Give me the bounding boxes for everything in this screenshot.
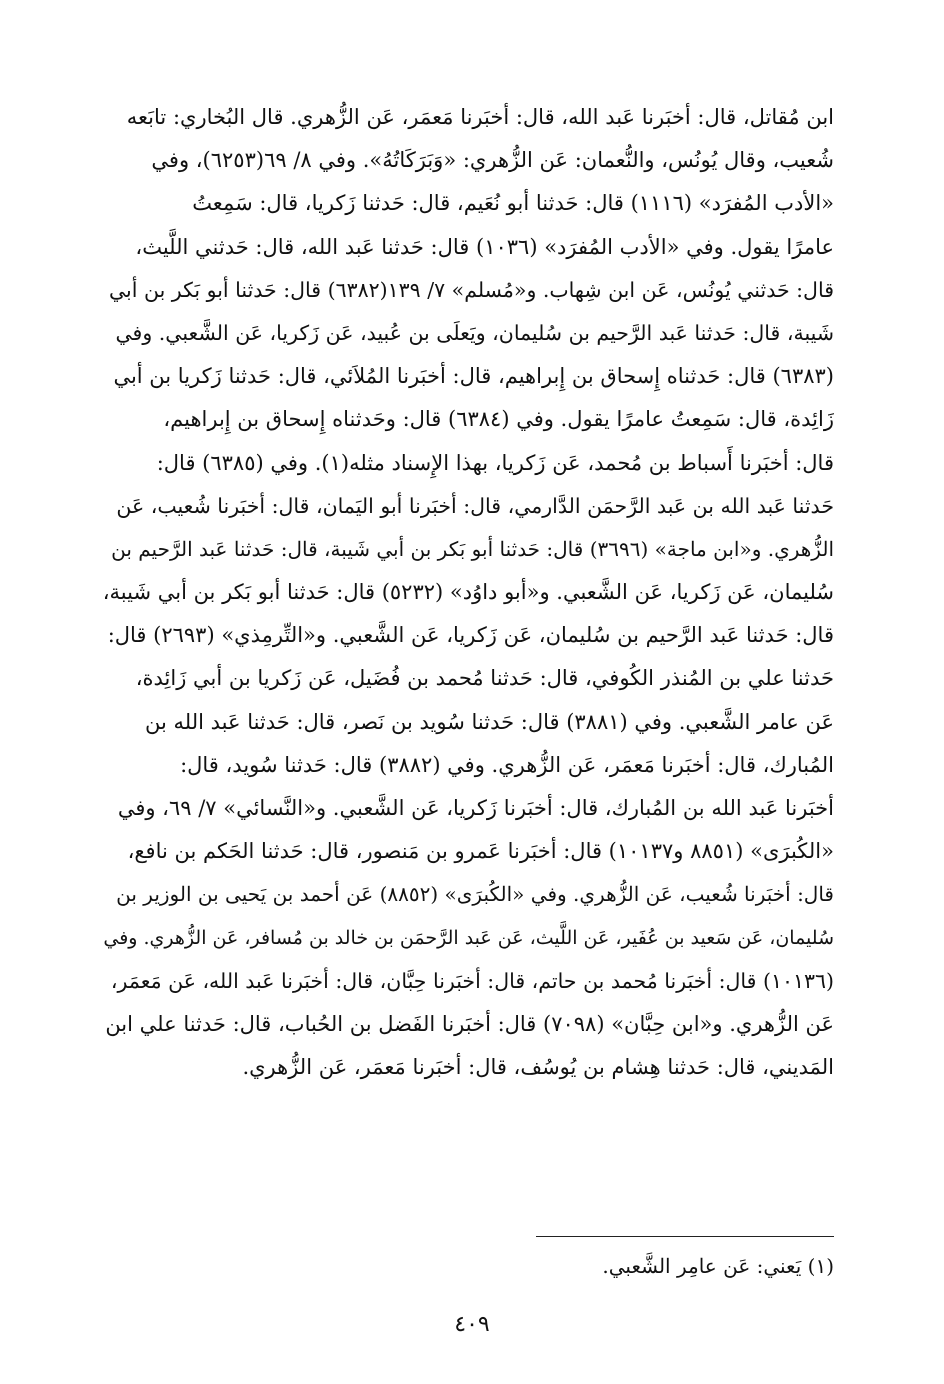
text-line: (١٠١٣٦) قال: أخبَرنا مُحمد بن حاتم، قال: أخبَرنا حِبَّان، قال: أخبَرنا عَبد الله، عَن مَعمَر، — [110, 968, 834, 993]
text-line: قال: حَدثنا عَبد الرَّحيم بن سُليمان، عَن زَكريا، عَن الشَّعبي. و«التِّرمِذي» (٢٦٩٣) قال: — [107, 623, 834, 648]
text-line: المُبارك، قال: أخبَرنا مَعمَر، عَن الزُّهري. وفي (٣٨٨٢) قال: حَدثنا سُويد، قال: — [180, 752, 834, 777]
text-line: شُعيب، وقال يُونُس، والنُّعمان: عَن الزُّهري: «وَبَرَكَاتُهُ». وفي ٨/ ٦٩(٦٢٥٣)، وفي — [151, 148, 834, 173]
text-line: حَدثنا عَبد الله بن عَبد الرَّحمَن الدَّارمي، قال: أخبَرنا أبو اليَمان، قال: أخبَرنا شُعيب، عَن — [116, 493, 834, 518]
text-line: الزُّهري. و«ابن ماجة» (٣٦٩٦) قال: حَدثنا أبو بَكر بن أبي شَيبة، قال: حَدثنا عَبد الرَّحيم بن — [111, 536, 834, 561]
text-line: عامرًا يقول. وفي «الأدب المُفرَد» (١٠٣٦) قال: حَدثنا عَبد الله، قال: حَدثني اللَّيث، — [135, 234, 834, 259]
text-line: قال: أخبَرنا أَسباط بن مُحمد، عَن زَكريا، بهذا الإِسناد مثله(١). وفي (٦٣٨٥) قال: — [156, 450, 834, 475]
footnote-divider — [536, 1236, 834, 1237]
text-line: قال: أخبَرنا شُعيب، عَن الزُّهري. وفي «الكُبرَى» (٨٨٥٢) عَن أحمد بن يَحيى بن الوزير بن — [116, 882, 834, 907]
body-text — [100, 96, 834, 1089]
text-line: «الأدب المُفرَد» (١١١٦) قال: حَدثنا أبو نُعَيم، قال: حَدثنا زَكريا، قال: سَمِعتُ — [192, 191, 834, 216]
text-line: «الكُبرَى» (٨٨٥١ و١٠١٣٧) قال: أخبَرنا عَمرو بن مَنصور، قال: حَدثنا الحَكم بن نافع، — [127, 839, 834, 864]
text-line: حَدثنا علي بن المُنذر الكُوفي، قال: حَدثنا مُحمد بن فُضَيل، عَن زَكريا بن أبي زَائِدة، — [135, 666, 834, 691]
text-line: عَن عامر الشَّعبي. وفي (٣٨٨١) قال: حَدثنا سُويد بن نَصر، قال: حَدثنا عَبد الله بن — [145, 709, 834, 734]
text-line: سُليمان، عَن سَعيد بن عُفَير، عَن اللَّيث، عَن عَبد الرَّحمَن بن خالد بن مُسافر، عَن الزُّهري. وفي — [103, 926, 834, 949]
text-line: المَديني، قال: حَدثنا هِشام بن يُوسُف، قال: أخبَرنا مَعمَر، عَن الزُّهري. — [242, 1055, 834, 1080]
text-line: شَيبة، قال: حَدثنا عَبد الرَّحيم بن سُليمان، ويَعلَى بن عُبيد، عَن زَكريا، عَن الشَّعبي. وفي — [115, 320, 834, 345]
text-line: زَائِدة، قال: سَمِعتُ عامرًا يقول. وفي (٦٣٨٤) قال: وحَدثناه إِسحاق بن إِبراهيم، — [163, 407, 834, 432]
text-line: سُليمان، عَن زَكريا، عَن الشَّعبي. و«أبو داوُد» (٥٢٣٢) قال: حَدثنا أبو بَكر بن أبي شَيبة، — [102, 580, 834, 605]
footnote: (١) يَعني: عَن عامِر الشَّعبي. — [602, 1254, 834, 1278]
text-line: ابن مُقاتل، قال: أخبَرنا عَبد الله، قال: أخبَرنا مَعمَر، عَن الزُّهري. قال البُخاري: تابَعه — [126, 105, 834, 129]
text-line: عَن الزُّهري. و«ابن حِبَّان» (٧٠٩٨) قال: أخبَرنا الفَضل بن الحُباب، قال: حَدثنا علي ابن — [105, 1011, 834, 1036]
text-line: (٦٣٨٣) قال: حَدثناه إِسحاق بن إِبراهيم، قال: أخبَرنا المُلاَئي، قال: حَدثنا زَكريا بن أبي — [113, 364, 834, 389]
text-line: قال: حَدثني يُونُس، عَن ابن شِهاب. و«مُسلم» ٧/ ١٣٩(٦٣٨٢) قال: حَدثنا أبو بَكر بن أبي — [108, 277, 834, 302]
text-line: أخبَرنا عَبد الله بن المُبارك، قال: أخبَرنا زَكريا، عَن الشَّعبي. و«النَّسائي» ٧/ ٦٩، وفي — [117, 796, 834, 820]
page-number: ٤٠٩ — [454, 1312, 490, 1337]
